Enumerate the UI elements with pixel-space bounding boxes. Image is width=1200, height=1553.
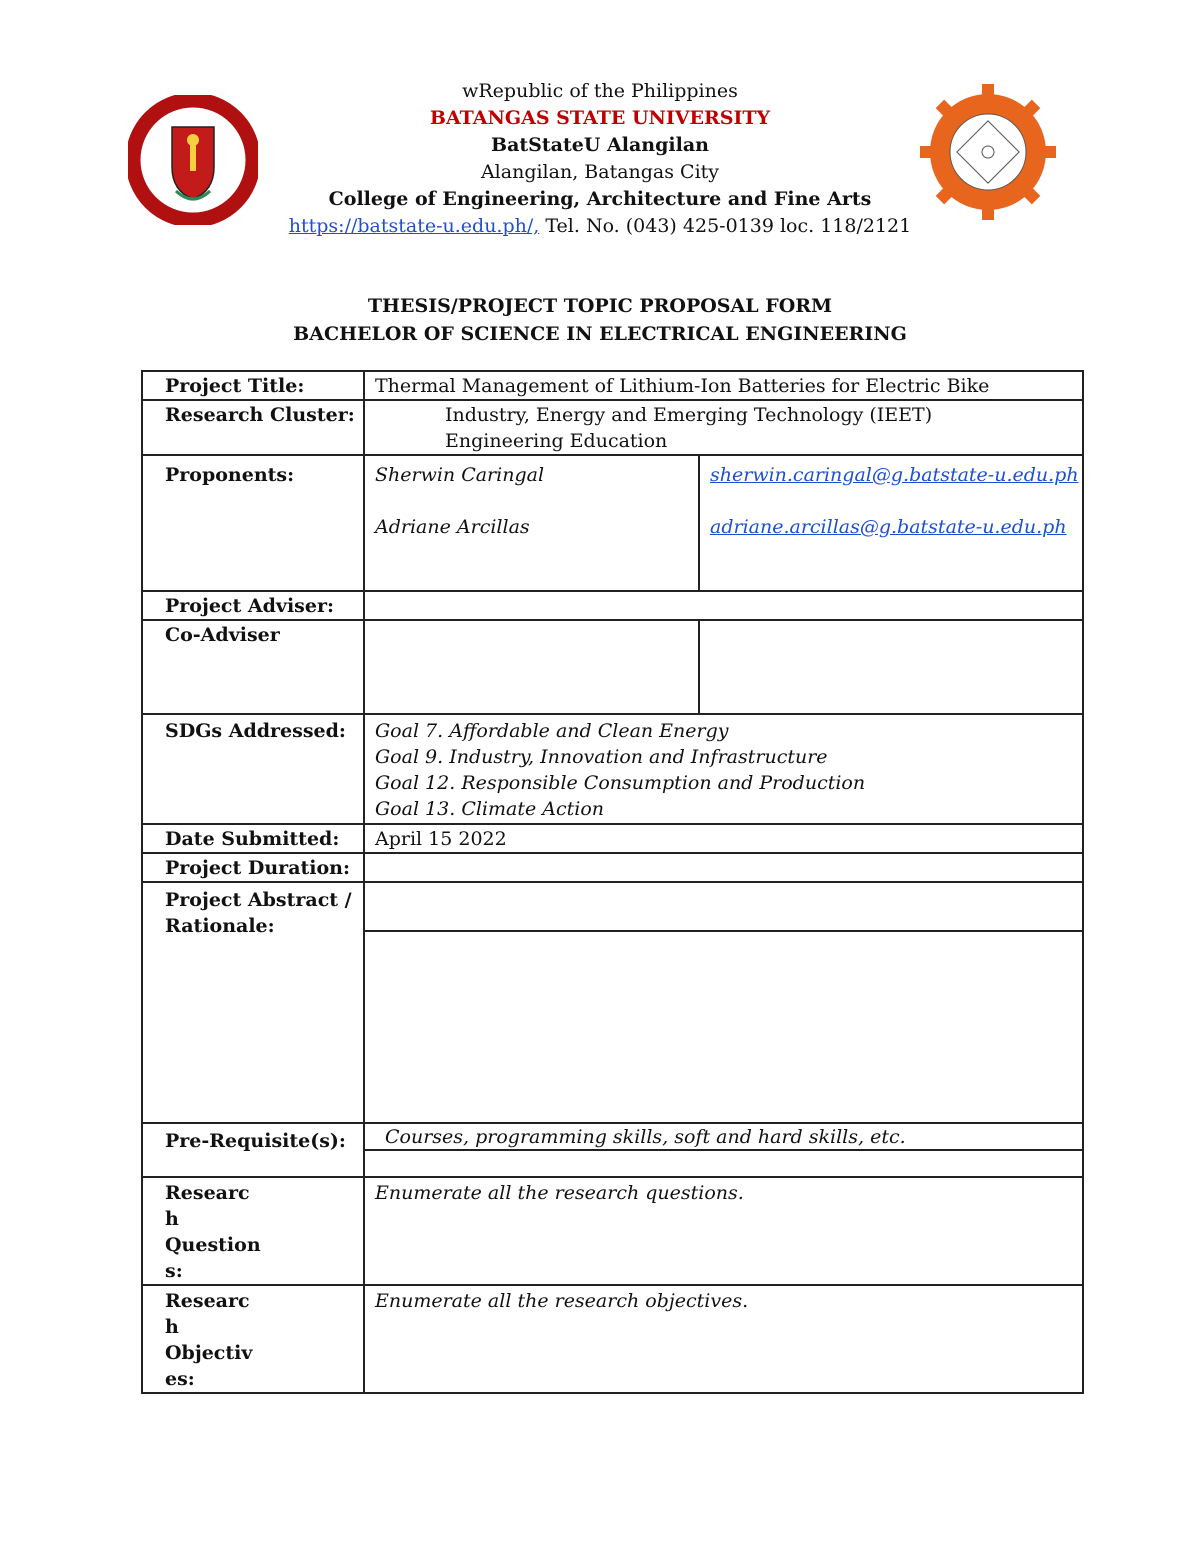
row-project-adviser xyxy=(142,591,1083,620)
prerequisites-field[interactable] xyxy=(365,1149,1082,1176)
label-research-cluster: Research Cluster: xyxy=(142,400,364,455)
label-sdgs: SDGs Addressed: xyxy=(142,714,364,824)
label-proponents: Proponents: xyxy=(142,455,364,591)
row-research-questions xyxy=(142,1177,1083,1285)
label-line: Question xyxy=(165,1234,261,1256)
row-co-adviser xyxy=(142,620,1083,714)
label-line: s: xyxy=(165,1260,183,1282)
header-contact xyxy=(0,213,1200,240)
value-prerequisites[interactable] xyxy=(364,1123,1083,1177)
document-header xyxy=(0,78,1200,240)
sdg-item: Goal 12. Responsible Consumption and Production xyxy=(375,772,866,794)
proponent-1-email[interactable]: sherwin.caringal@g.batstate-u.edu.ph xyxy=(710,464,1079,486)
sdg-item: Goal 7. Affordable and Clean Energy xyxy=(375,720,729,742)
row-research-objectives xyxy=(142,1285,1083,1393)
value-research-objectives[interactable]: Enumerate all the research objectives. xyxy=(364,1285,1083,1393)
value-sdgs[interactable] xyxy=(364,714,1083,824)
row-project-abstract xyxy=(142,882,1083,1123)
proposal-form-table xyxy=(141,370,1084,1394)
value-co-adviser-1[interactable] xyxy=(364,620,699,714)
abstract-body-field[interactable] xyxy=(365,930,1082,1122)
value-research-questions[interactable]: Enumerate all the research questions. xyxy=(364,1177,1083,1285)
header-address: Alangilan, Batangas City xyxy=(480,161,720,183)
research-cluster-line1: Industry, Energy and Emerging Technology (IEET) xyxy=(445,404,933,426)
label-project-abstract: Project Abstract / Rationale: xyxy=(142,882,364,1123)
label-line: Objectiv xyxy=(165,1342,253,1364)
label-prerequisites: Pre-Requisite(s): xyxy=(142,1123,364,1177)
form-title-line2: BACHELOR OF SCIENCE IN ELECTRICAL ENGINEERING xyxy=(293,323,907,345)
label-project-adviser: Project Adviser: xyxy=(142,591,364,620)
website-link[interactable]: https://batstate-u.edu.ph/, xyxy=(288,215,540,237)
value-project-adviser[interactable] xyxy=(364,591,1083,620)
sdg-item: Goal 9. Industry, Innovation and Infrastructure xyxy=(375,746,828,768)
label-research-questions xyxy=(142,1177,364,1285)
value-co-adviser-2[interactable] xyxy=(699,620,1083,714)
label-research-objectives xyxy=(142,1285,364,1393)
header-university: BATANGAS STATE UNIVERSITY xyxy=(429,107,771,129)
label-project-title: Project Title: xyxy=(142,371,364,400)
label-line: h xyxy=(165,1208,179,1230)
row-prerequisites xyxy=(142,1123,1083,1177)
proponent-2-name: Adriane Arcillas xyxy=(375,516,530,538)
value-project-title[interactable]: Thermal Management of Lithium-Ion Batteries for Electric Bike xyxy=(364,371,1083,400)
row-sdgs xyxy=(142,714,1083,824)
form-title xyxy=(0,292,1200,348)
label-line: es: xyxy=(165,1368,195,1390)
prerequisites-hint: Courses, programming skills, soft and hard skills, etc. xyxy=(385,1126,906,1148)
row-project-title xyxy=(142,371,1083,400)
sdg-item: Goal 13. Climate Action xyxy=(375,798,605,820)
research-cluster-line2: Engineering Education xyxy=(445,430,668,452)
row-proponents xyxy=(142,455,1083,591)
label-line: Researc xyxy=(165,1182,250,1204)
label-date-submitted: Date Submitted: xyxy=(142,824,364,853)
abstract-top-field[interactable] xyxy=(365,883,1082,930)
header-republic: wRepublic of the Philippines xyxy=(462,80,738,102)
row-project-duration xyxy=(142,853,1083,882)
value-proponent-names[interactable] xyxy=(364,455,699,591)
value-date-submitted[interactable]: April 15 2022 xyxy=(364,824,1083,853)
label-line: h xyxy=(165,1316,179,1338)
value-proponent-emails xyxy=(699,455,1083,591)
label-co-adviser: Co-Adviser xyxy=(142,620,364,714)
header-tel: Tel. No. (043) 425-0139 loc. 118/2121 xyxy=(539,215,912,237)
header-campus: BatStateU Alangilan xyxy=(491,134,709,156)
proponent-1-name: Sherwin Caringal xyxy=(375,464,545,486)
form-title-line1: THESIS/PROJECT TOPIC PROPOSAL FORM xyxy=(367,295,833,317)
header-college: College of Engineering, Architecture and Fine Arts xyxy=(328,188,872,210)
row-date-submitted xyxy=(142,824,1083,853)
label-line: Researc xyxy=(165,1290,250,1312)
proponent-2-email[interactable]: adriane.arcillas@g.batstate-u.edu.ph xyxy=(710,516,1067,538)
label-project-duration: Project Duration: xyxy=(142,853,364,882)
value-research-cluster[interactable] xyxy=(364,400,1083,455)
value-project-abstract[interactable] xyxy=(364,882,1083,1123)
row-research-cluster xyxy=(142,400,1083,455)
value-project-duration[interactable] xyxy=(364,853,1083,882)
